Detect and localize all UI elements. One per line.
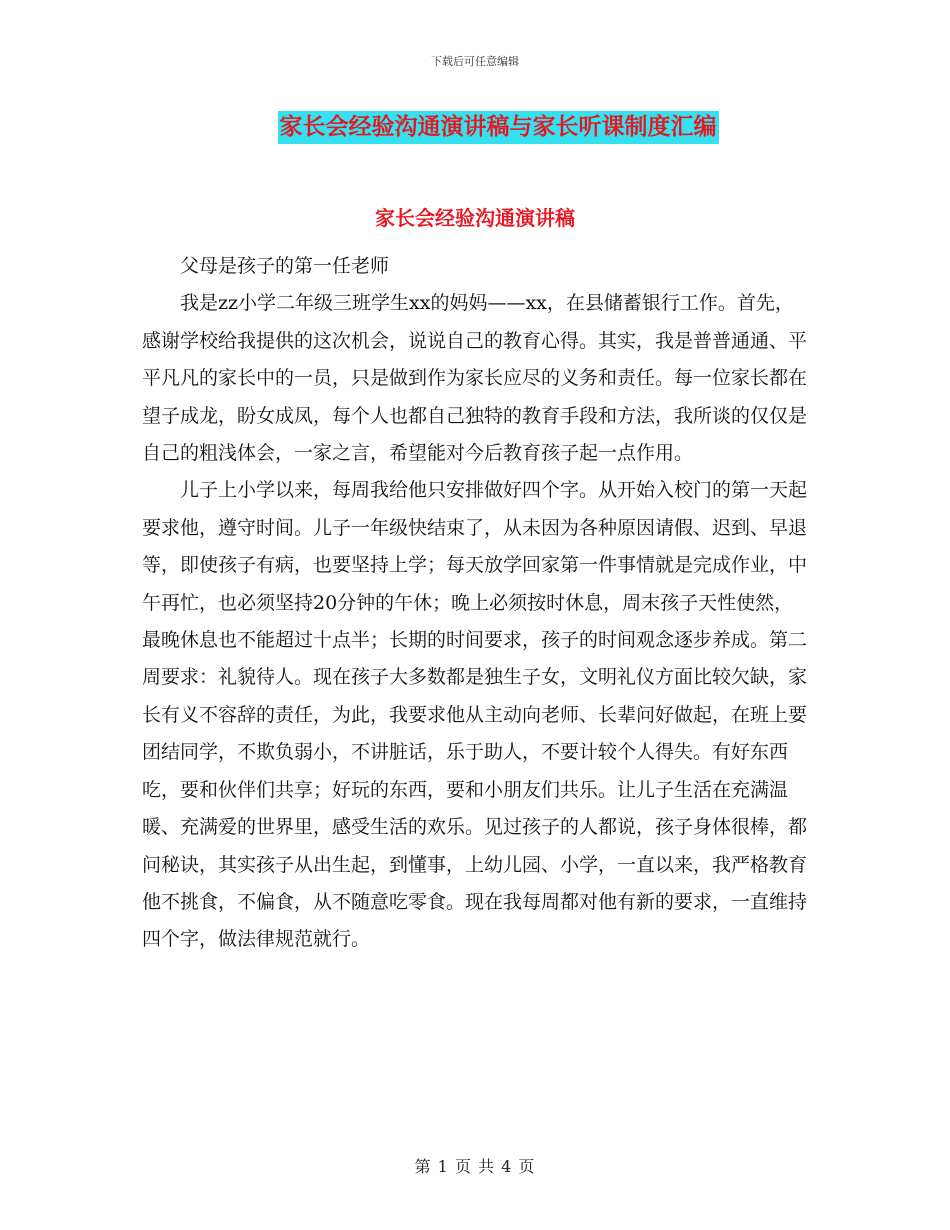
main-title-wrap <box>0 111 950 144</box>
section-title: 家长会经验沟通演讲稿 <box>375 206 575 230</box>
paragraph: 我是zz小学二年级三班学生xx的妈妈——xx，在县储蓄银行工作。首先，感谢学校给我提供的这次机会，说说自己的教育心得。其实，我是普普通通、平平凡凡的家长中的一员，只是做到作为家长应尽的义务和责任。每一位家长都在望子成龙，盼女成凤，每个人也都自己独特的教育手段和方法，我所谈的仅仅是自己的粗浅体会，一家之言，希望能对今后教育孩子起一点作用。 <box>142 292 808 465</box>
page-footer: 第 1 页 共 4 页 <box>414 1157 536 1176</box>
paragraph-heading: 父母是孩子的第一任老师 <box>180 255 390 277</box>
body-text <box>142 248 810 959</box>
main-title: 家长会经验沟通演讲稿与家长听课制度汇编 <box>278 111 719 144</box>
header-note: 下载后可任意编辑 <box>431 55 519 68</box>
paragraph: 儿子上小学以来，每周我给他只安排做好四个字。从开始入校门的第一天起要求他，遵守时间。儿子一年级快结束了，从未因为各种原因请假、迟到、早退等，即使孩子有病，也要坚持上学；每天放学回家第一件事情就是完成作业，中午再忙，也必须坚持20分钟的午休；晚上必须按时休息，周末孩子天性使然，最晚休息也不能超过十点半；长期的时间要求，孩子的时间观念逐步养成。第二周要求：礼貌待人。现在孩子大多数都是独生子女，文明礼仪方面比较欠缺，家长有义不容辞的责任，为此，我要求他从主动向老师、长辈问好做起，在班上要团结同学，不欺负弱小，不讲脏话，乐于助人，不要计较个人得失。有好东西吃，要和伙伴们共享；好玩的东西，要和小朋友们共乐。让儿子生活在充满温暖、充满爱的世界里，感受生活的欢乐。见过孩子的人都说，孩子身体很棒，都问秘诀，其实孩子从出生起，到懂事，上幼儿园、小学，一直以来，我严格教育他不挑食，不偏食，从不随意吃零食。现在我每周都对他有新的要求，一直维持四个字，做法律规范就行。 <box>142 479 808 951</box>
